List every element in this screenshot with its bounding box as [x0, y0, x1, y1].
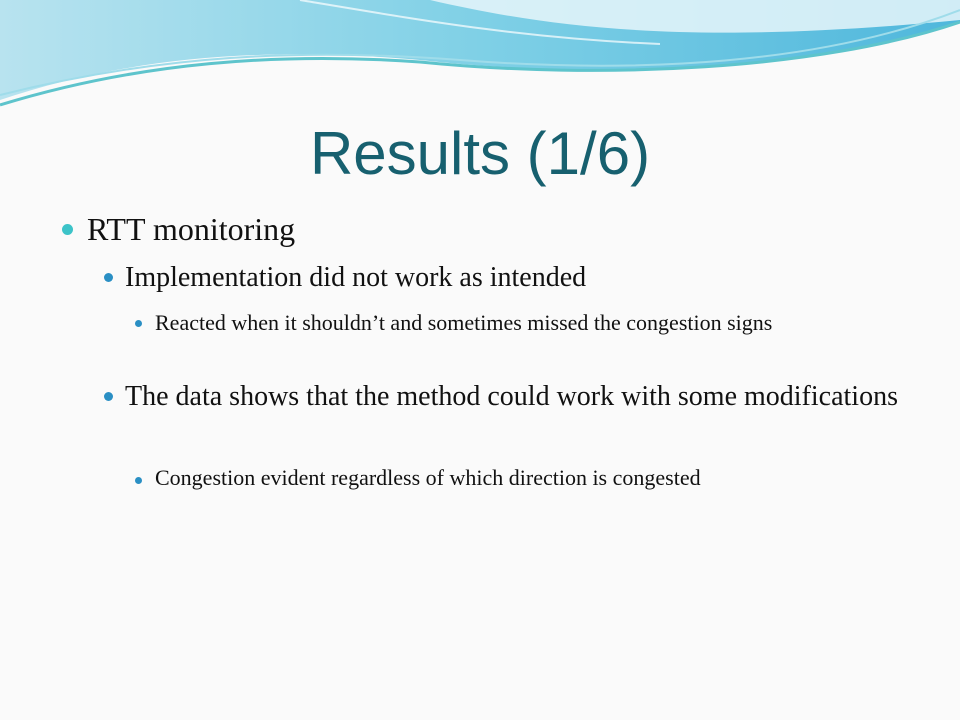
bullet-dot-icon: [62, 224, 73, 235]
bullet-dot-icon: [135, 477, 142, 484]
bullet-data-shows: The data shows that the method could work with some modifications: [125, 381, 898, 412]
bullet-dot-icon: [104, 273, 113, 282]
slide-title: Results (1/6): [309, 120, 651, 187]
bullet-rtt-monitoring: RTT monitoring: [87, 211, 296, 247]
bullet-dot-icon: [104, 392, 113, 401]
bullet-reacted: Reacted when it shouldn’t and sometimes missed the congestion signs: [155, 310, 773, 335]
bullet-congestion: Congestion evident regardless of which direction is congested: [155, 465, 701, 490]
bullet-dot-icon: [135, 320, 142, 327]
bullet-implementation: Implementation did not work as intended: [125, 262, 587, 293]
